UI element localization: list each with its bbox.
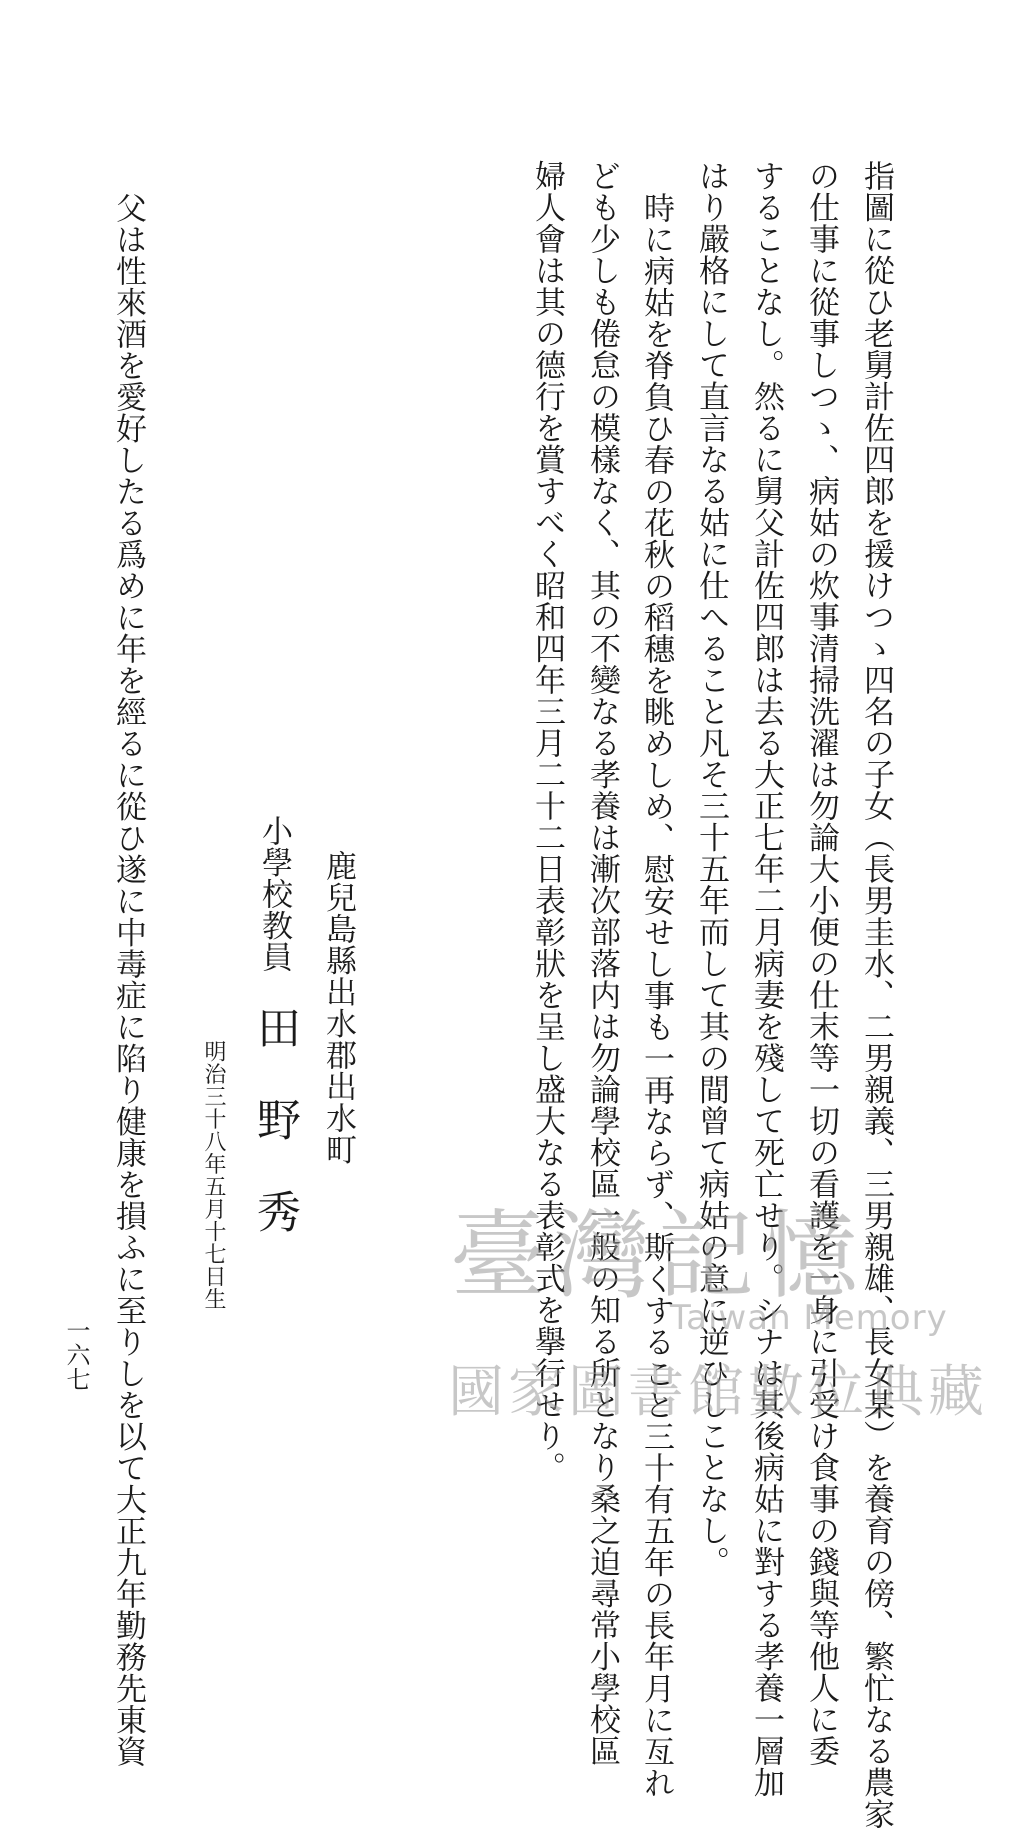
- watermark-english: Taiwan Memory: [670, 1298, 948, 1338]
- body-line-4: はり嚴格にして直言なる姑に仕へること凡そ三十五年而して其の間曾て病姑の意に逆ひしことなし。: [693, 160, 729, 1578]
- honoree-name: 田野秀: [249, 1005, 300, 1281]
- next-paragraph-line: 父は性來酒を愛好したる爲めに年を經るに從ひ遂に中毒症に陷り健康を損ふに至りしを以て大正九年勤務先東資: [110, 192, 146, 1767]
- body-line-7: 婦人會は其の德行を賞すべく昭和四年三月二十二日表彰狀を呈し盛大なる表彰式を擧行せり。: [529, 160, 565, 1483]
- watermark-library: 國家圖書館數位典藏: [448, 1360, 988, 1425]
- body-line-1: 指圖に從ひ老舅計佐四郎を援けつゝ四名の子女（長男圭水、二男親義、三男親雄、長女某）を養育の傍、繁忙なる農家: [858, 160, 894, 1830]
- body-line-3: することなし。然るに舅父計佐四郎は去る大正七年二月病妻を殘して死亡せり。シナは其後病姑に對する孝養一層加: [748, 160, 784, 1798]
- honoree-address: 鹿兒島縣出水郡出水町: [320, 850, 356, 1165]
- watermark-calligraphy: 臺灣記憶: [450, 1200, 866, 1312]
- page-number: 一六七: [62, 1318, 90, 1392]
- honoree-occupation: 小學校教員: [256, 815, 292, 973]
- body-line-2: の仕事に從事しつゝ、病姑の炊事清掃洗濯は勿論大小便の仕末等一切の看護を一身に引受け食事の錢與等他人に委: [803, 160, 839, 1767]
- body-line-6: ども少しも倦怠の模樣なく、其の不變なる孝養は漸次部落内は勿論學校區一般の知る所となり桑之迫尋常小學校區: [584, 160, 620, 1767]
- honoree-birth: 明治三十八年五月十七日生: [201, 1040, 226, 1310]
- body-line-5: 時に病姑を脊負ひ春の花秋の稻穗を眺めしめ、慰安せし事も一再ならず、斯くすること三十有五年の長年月に亙れ: [638, 192, 674, 1799]
